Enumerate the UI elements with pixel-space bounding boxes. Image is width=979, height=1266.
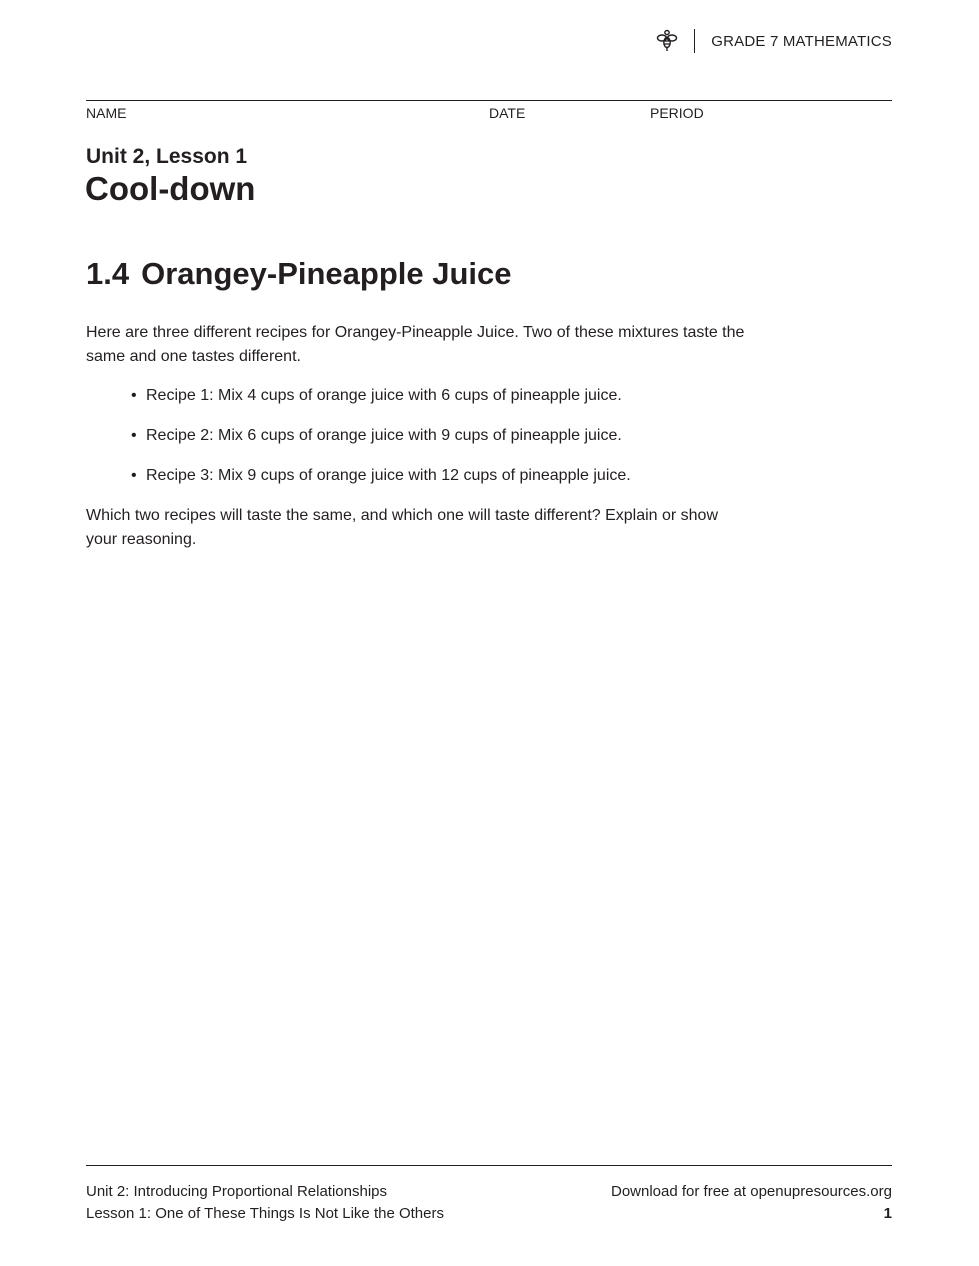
problem-content: [86, 321, 746, 552]
problem-intro: Here are three different recipes for Orangey-Pineapple Juice. Two of these mixtures taste the same and one tastes different.: [86, 324, 745, 365]
student-info-rule: [86, 100, 892, 101]
recipe-list: [86, 384, 746, 488]
section-title: Orangey-Pineapple Juice: [141, 256, 512, 291]
unit-lesson-heading: Unit 2, Lesson 1: [86, 145, 248, 168]
recipe-text: Recipe 1: Mix 4 cups of orange juice with 6 cups of pineapple juice.: [146, 387, 622, 404]
footer-download-text: Download for free at openupresources.org: [610, 1183, 892, 1200]
footer-lesson-info: [86, 1181, 444, 1225]
bee-logo-icon: [654, 28, 680, 54]
bullet-icon: •: [131, 467, 137, 484]
list-item: [131, 464, 746, 488]
period-field-label: PERIOD: [650, 105, 704, 121]
list-item: [131, 384, 746, 408]
recipe-text: Recipe 2: Mix 6 cups of orange juice with 9 cups of pineapple juice.: [146, 427, 622, 444]
page-number: 1: [883, 1205, 892, 1222]
header-divider: [694, 29, 695, 53]
name-field-label: NAME: [86, 105, 127, 121]
bullet-icon: •: [131, 387, 137, 404]
recipe-text: Recipe 3: Mix 9 cups of orange juice with 12 cups of pineapple juice.: [146, 467, 631, 484]
footer-unit-title: Unit 2: Introducing Proportional Relationships: [86, 1183, 388, 1200]
problem-question: Which two recipes will taste the same, and which one will taste different? Explain or show your reasoning.: [86, 507, 719, 548]
page-header: [654, 28, 892, 54]
section-number: 1.4: [86, 256, 130, 291]
grade-label: GRADE 7 MATHEMATICS: [711, 32, 892, 50]
footer-download-info: [611, 1181, 892, 1225]
footer-lesson-title: Lesson 1: One of These Things Is Not Like the Others: [86, 1205, 444, 1222]
page-title: Cool-down: [85, 170, 256, 207]
bullet-icon: •: [131, 427, 137, 444]
section-heading: [86, 256, 512, 292]
date-field-label: DATE: [489, 105, 526, 121]
list-item: [131, 424, 746, 448]
footer-rule: [86, 1165, 892, 1166]
